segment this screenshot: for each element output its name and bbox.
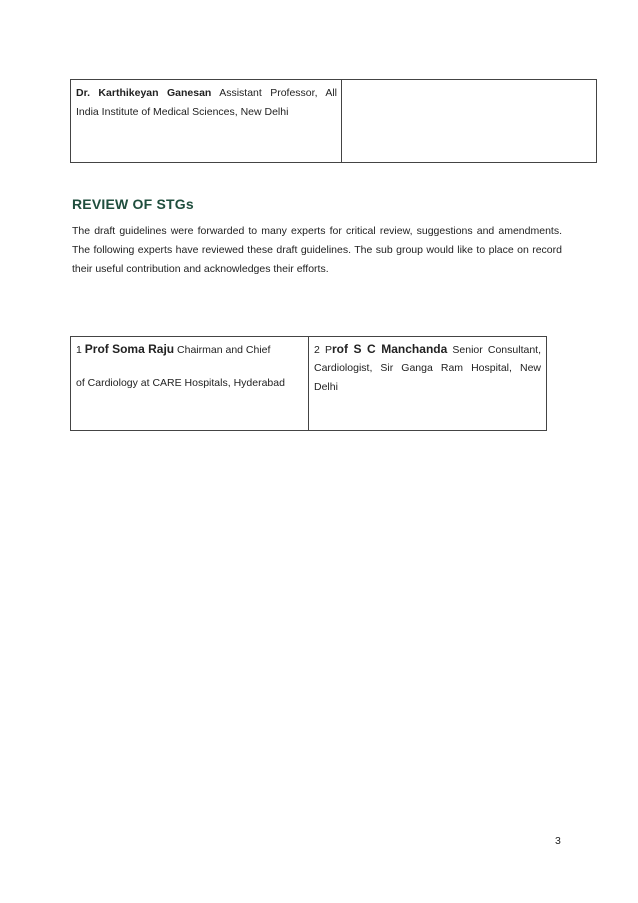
reviewer-1-desc-1: Chairman and Chief [177, 344, 271, 356]
contributor-cell [71, 80, 342, 163]
reviewer-2-line-1 [314, 340, 541, 359]
reviewer-2-desc-2: Cardiologist, Sir Ganga Ram Hospital, New [314, 362, 541, 374]
contributor-table [70, 79, 597, 163]
reviewer-2-desc-3: Delhi [314, 381, 338, 393]
reviewer-1-desc-2: of Cardiology at CARE Hospitals, Hyderabad [76, 377, 285, 389]
reviewers-table [70, 336, 547, 431]
reviewer-2-name [325, 344, 447, 356]
reviewer-2-name-rest: rof S C Manchanda [331, 342, 448, 356]
reviewer-2-name-initial: P [324, 344, 332, 356]
reviewer-cell-1 [71, 337, 309, 431]
empty-cell [342, 80, 597, 163]
reviewer-1-number: 1 [76, 344, 82, 356]
contributor-line-1 [76, 84, 337, 103]
section-heading: REVIEW OF STGs [72, 196, 194, 212]
contributor-desc-1: Assistant Professor, All [219, 87, 338, 99]
reviewer-cell-2 [309, 337, 547, 431]
reviewer-2-desc-1: Senior Consultant, [452, 344, 541, 356]
contributor-desc-2: India Institute of Medical Sciences, New Delhi [76, 106, 289, 118]
reviewer-1-line-1 [76, 340, 304, 359]
contributor-name: Dr. Karthikeyan Ganesan [76, 87, 212, 99]
reviewer-2-number: 2 [314, 344, 320, 356]
page-number: 3 [555, 835, 561, 847]
section-paragraph: The draft guidelines were forwarded to many experts for critical review, suggestions and amendments. The following experts have reviewed these draft guidelines. The sub group would like to place on record their useful contribution and acknowledges their efforts. [72, 225, 562, 275]
reviewer-1-name: Prof Soma Raju [84, 342, 175, 356]
